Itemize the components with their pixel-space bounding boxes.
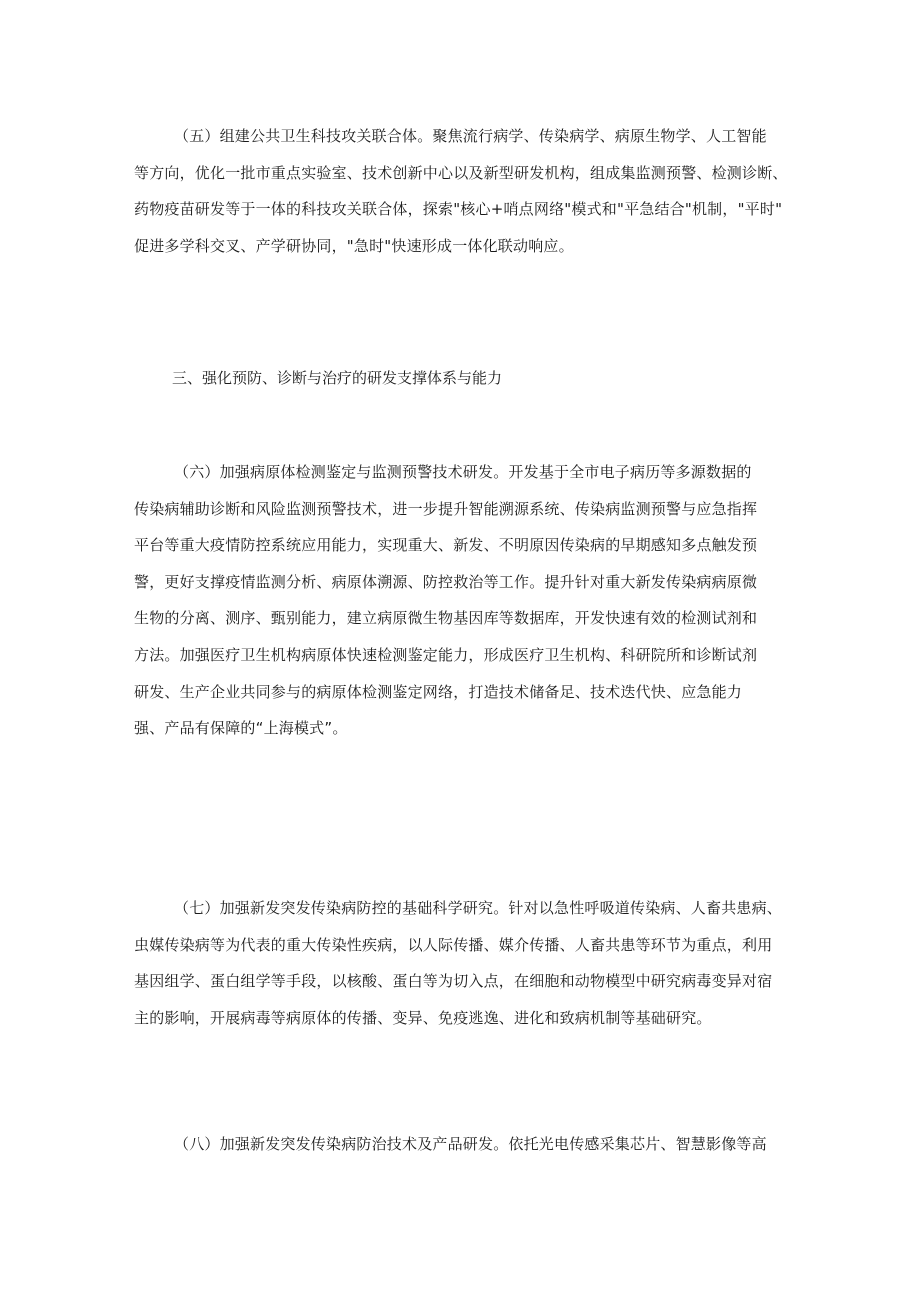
paragraph-line: 药物疫苗研发等于一体的科技攻关联合体，探索"核心+哨点网络"模式和"平急结合"机制，"平时": [134, 200, 783, 219]
paragraph-line: 强、产品有保障的“上海模式”。: [134, 719, 348, 738]
section-heading: 三、强化预防、诊断与治疗的研发支撑体系与能力: [172, 369, 503, 387]
paragraph-5: [134, 118, 788, 264]
paragraph-8: [134, 1126, 784, 1163]
paragraph-line: 促进多学科交叉、产学研协同，"急时"快速形成一体化联动响应。: [134, 236, 574, 255]
paragraph-line: 等方向，优化一批市重点实验室、技术创新中心以及新型研发机构，组成集监测预警、检测诊断、: [134, 163, 788, 182]
paragraph-line: （七）加强新发突发传染病防控的基础科学研究。针对以急性呼吸道传染病、人畜共患病、: [174, 899, 783, 917]
paragraph-line: 研发、生产企业共同参与的病原体检测鉴定网络，打造技术储备足、技术迭代快、应急能力: [134, 682, 743, 701]
paragraph-line: （六）加强病原体检测鉴定与监测预警技术研发。开发基于全市电子病历等多源数据的: [174, 463, 752, 481]
paragraph-line: 警，更好支撑疫情监测分析、病原体溯源、防控救治等工作。提升针对重大新发传染病病原微: [134, 572, 758, 591]
paragraph-line: 基因组学、蛋白组学等手段，以核酸、蛋白等为切入点，在细胞和动物模型中研究病毒变异对宿: [134, 972, 773, 991]
paragraph-line: 虫媒传染病等为代表的重大传染性疾病，以人际传播、媒介传播、人畜共患等环节为重点，利用: [134, 935, 773, 954]
paragraph-6: [134, 454, 784, 747]
paragraph-line: 主的影响，开展病毒等病原体的传播、变异、免疫逃逸、进化和致病机制等基础研究。: [134, 1008, 712, 1027]
paragraph-line: （八）加强新发突发传染病防治技术及产品研发。依托光电传感采集芯片、智慧影像等高: [174, 1135, 767, 1153]
paragraph-line: 平台等重大疫情防控系统应用能力，实现重大、新发、不明原因传染病的早期感知多点触发预: [134, 536, 758, 555]
paragraph-line: 传染病辅助诊断和风险监测预警技术，进一步提升智能溯源系统、传染病监测预警与应急指挥: [134, 499, 758, 518]
paragraph-line: 生物的分离、测序、甄别能力，建立病原微生物基因库等数据库，开发快速有效的检测试剂和: [134, 609, 758, 628]
paragraph-7: [134, 890, 784, 1036]
paragraph-line: 方法。加强医疗卫生机构病原体快速检测鉴定能力，形成医疗卫生机构、科研院所和诊断试剂: [134, 645, 758, 664]
paragraph-line: （五）组建公共卫生科技攻关联合体。聚焦流行病学、传染病学、病原生物学、人工智能: [174, 127, 767, 145]
